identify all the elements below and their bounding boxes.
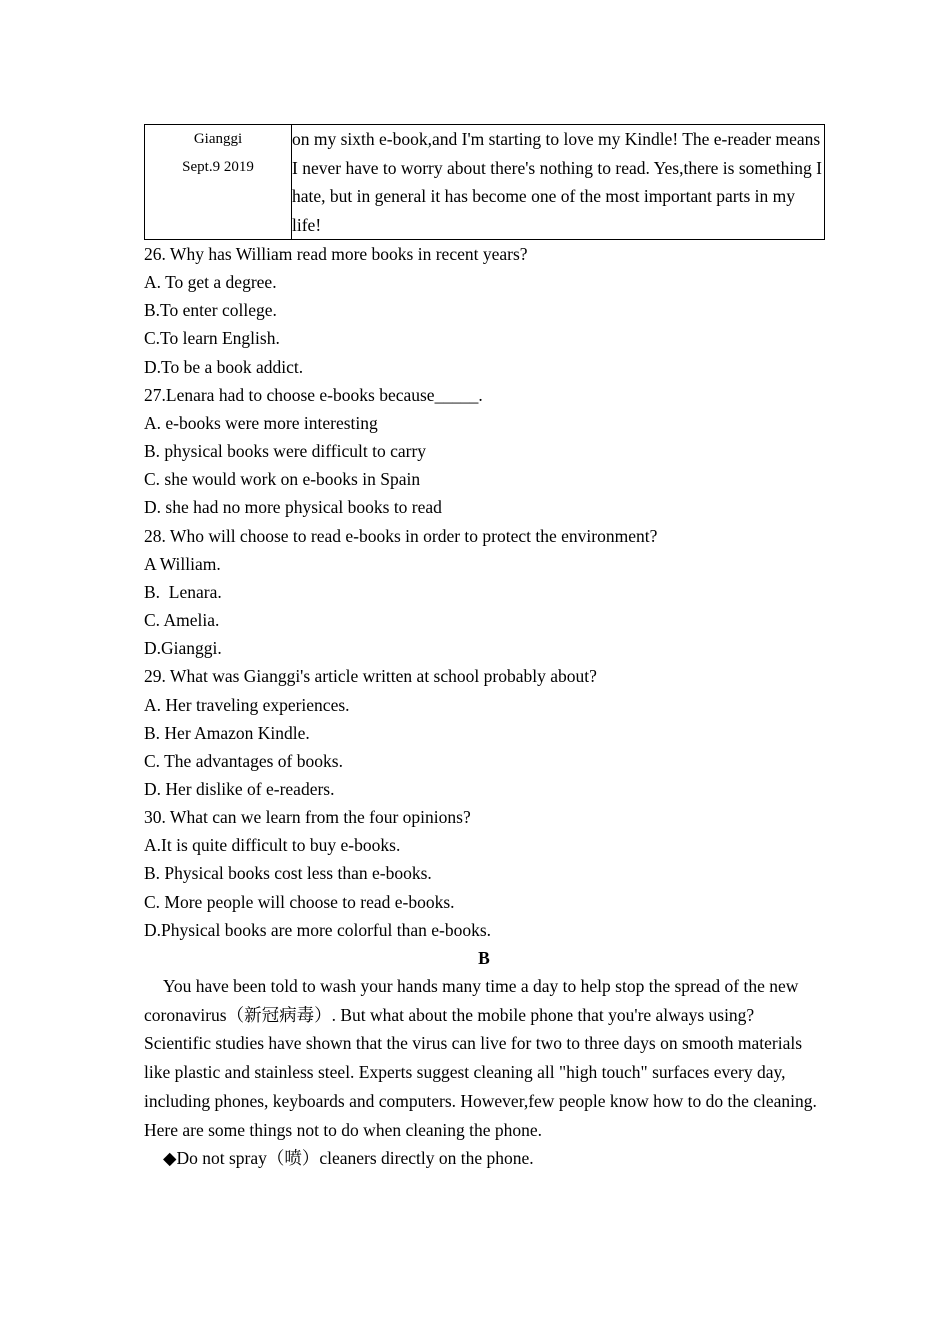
option-c: C. Amelia. <box>144 610 220 631</box>
option-b: B. Lenara. <box>144 581 222 602</box>
option-b: B. Her Amazon Kindle. <box>144 722 310 743</box>
question-stem: 27.Lenara had to choose e-books because_____. <box>144 384 483 405</box>
option-a: A William. <box>144 553 221 574</box>
author-cell <box>145 125 292 240</box>
option-b: B.To enter college. <box>144 300 277 321</box>
question-29 <box>144 662 824 803</box>
option-d: D.Physical books are more colorful than e-books. <box>144 919 492 940</box>
question-stem: 26. Why has William read more books in recent years? <box>144 244 528 264</box>
passage-paragraph: You have been told to wash your hands many time a day to help stop the spread of the new coronavirus（新冠病毒）. But what about the mobile phone that you're always using? Scientific studies have shown that the virus can live for two to three days on smooth materials like plastic and stainless steel. Experts suggest cleaning all "high touch" surfaces every day, including phones, keyboards and computers. However,few people know how to do the cleaning. Here are some things not to do when cleaning the phone. <box>144 976 817 1140</box>
question-26 <box>144 240 824 381</box>
author-date: Sept.9 2019 <box>182 159 254 175</box>
option-b: B. Physical books cost less than e-books. <box>144 863 432 884</box>
opinion-row <box>145 125 825 240</box>
passage-tip: ◆Do not spray（喷）cleaners directly on the phone. <box>163 1148 534 1169</box>
question-stem: 28. Who will choose to read e-books in order to protect the environment? <box>144 525 658 546</box>
option-c: C. The advantages of books. <box>144 750 343 771</box>
option-a: A. e-books were more interesting <box>144 412 378 433</box>
question-28 <box>144 522 824 663</box>
question-stem: 29. What was Gianggi's article written at school probably about? <box>144 666 597 687</box>
document-page <box>144 124 824 1173</box>
option-c: C. she would work on e-books in Spain <box>144 469 421 490</box>
section-heading: B <box>478 947 490 968</box>
option-b: B. physical books were difficult to carry <box>144 441 427 462</box>
option-c: C.To learn English. <box>144 328 280 349</box>
opinion-table <box>144 124 825 240</box>
option-c: C. More people will choose to read e-books. <box>144 891 455 912</box>
option-d: D.Gianggi. <box>144 638 222 659</box>
option-a: A.It is quite difficult to buy e-books. <box>144 835 401 856</box>
author-name: Gianggi <box>193 131 243 147</box>
question-27 <box>144 381 824 522</box>
option-d: D. Her dislike of e-readers. <box>144 778 335 799</box>
question-30 <box>144 803 824 944</box>
option-a: A. Her traveling experiences. <box>144 694 350 715</box>
opinion-text: on my sixth e-book,and I'm starting to love my Kindle! The e-reader means I never have to worry about there's nothing to read. Yes,there is something I hate, but in general it has become one of the most important parts in my life! <box>292 125 825 240</box>
option-a: A. To get a degree. <box>144 272 277 293</box>
option-d: D.To be a book addict. <box>144 356 304 377</box>
question-stem: 30. What can we learn from the four opinions? <box>144 807 471 828</box>
option-d: D. she had no more physical books to read <box>144 497 442 518</box>
